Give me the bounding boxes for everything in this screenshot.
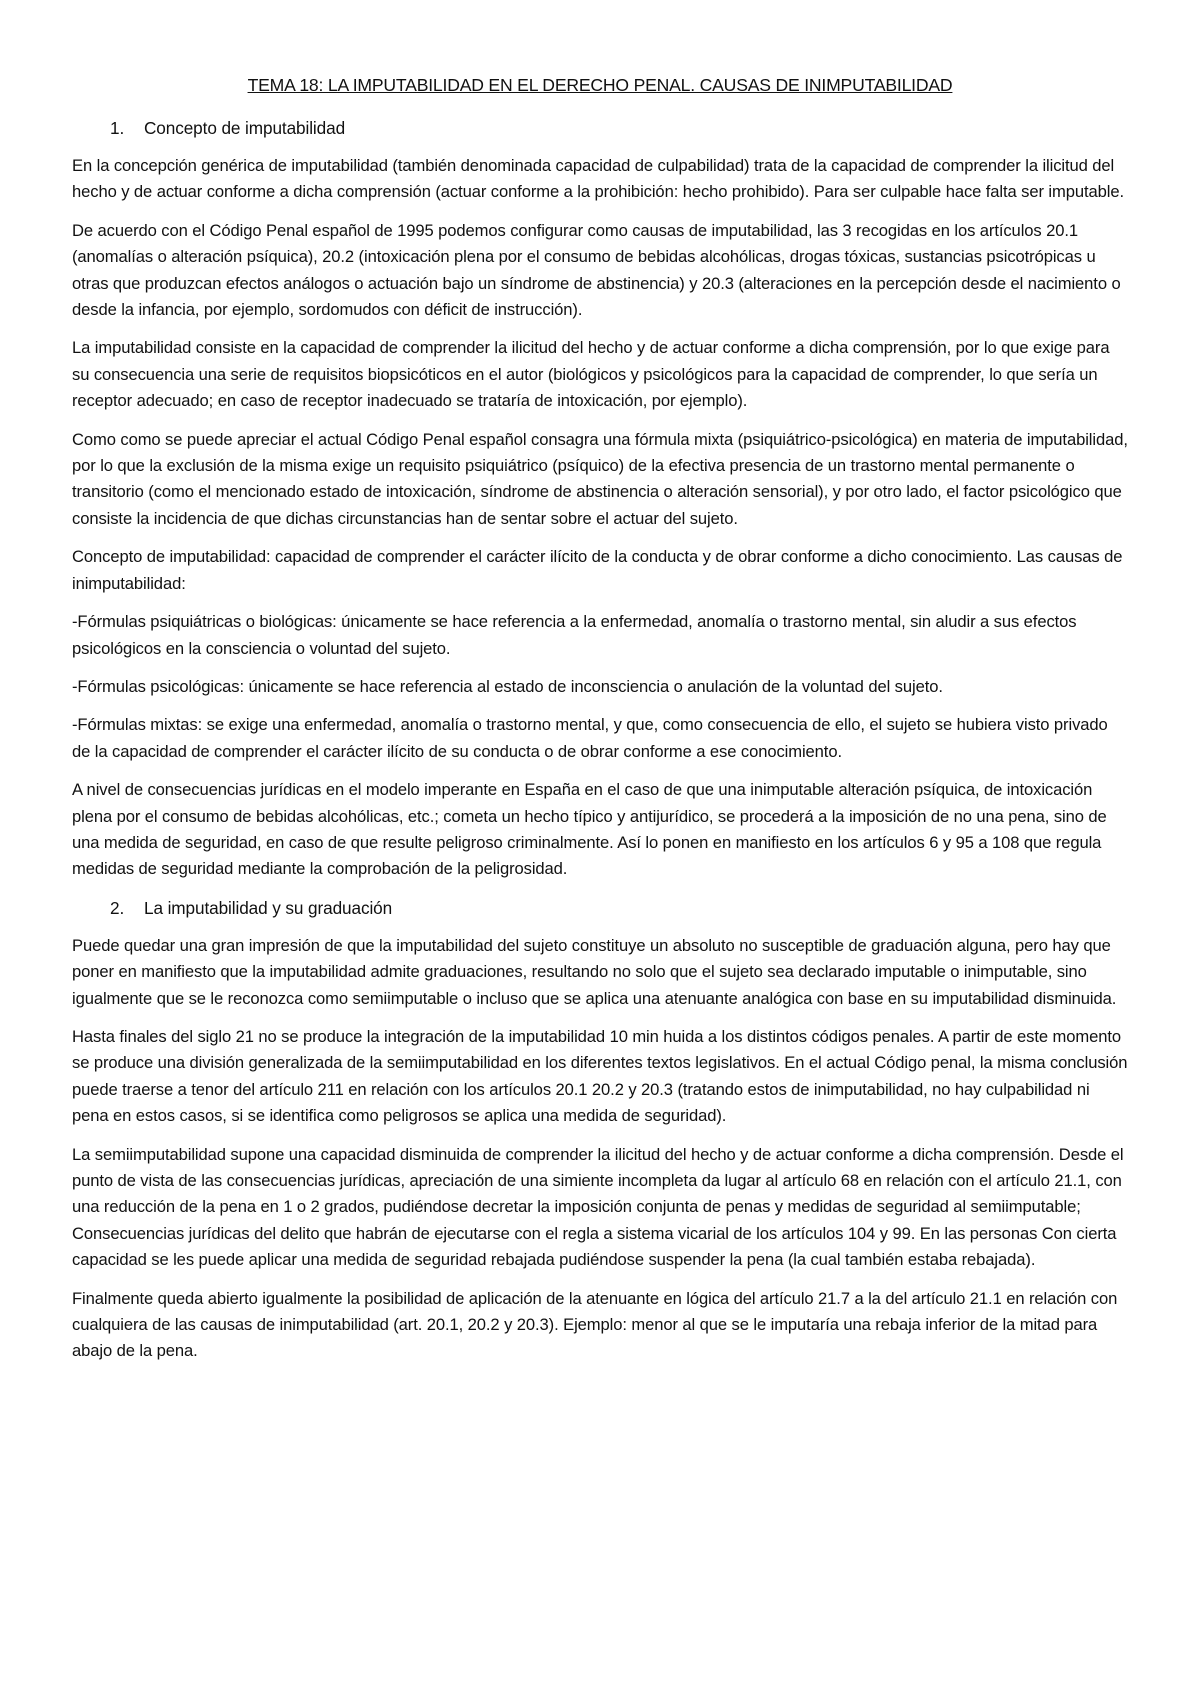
paragraph: Concepto de imputabilidad: capacidad de comprender el carácter ilícito de la conducta y de obrar conforme a dicho conocimiento. Las causas de inimputabilidad:	[72, 547, 1123, 593]
paragraph: La imputabilidad consiste en la capacidad de comprender la ilicitud del hecho y de actuar conforme a dicha comprensión, por lo que exige para su consecuencia una serie de requisitos biopsicóticos en el autor (biológicos y psicológicos para la capacidad de comprender, lo que sería un receptor adecuado; en caso de receptor inadecuado se trataría de intoxicación, por ejemplo).	[72, 338, 1110, 411]
list-item: -Fórmulas psicológicas: únicamente se hace referencia al estado de inconsciencia o anulación de la voluntad del sujeto.	[72, 676, 943, 696]
paragraph: En la concepción genérica de imputabilidad (también denominada capacidad de culpabilidad) trata de la capacidad de comprender la ilicitud del hecho y de actuar conforme a dicha comprensión (actuar conforme a la prohibición: hecho prohibido). Para ser culpable hace falta ser imputable.	[72, 156, 1124, 202]
list-item: -Fórmulas mixtas: se exige una enfermedad, anomalía o trastorno mental, y que, como consecuencia de ello, el sujeto se hubiera visto privado de la capacidad de comprender el carácter ilícito de su conducta o de obrar conforme a ese conocimiento.	[72, 715, 1108, 761]
paragraph: Puede quedar una gran impresión de que la imputabilidad del sujeto constituye un absoluto no susceptible de graduación alguna, pero hay que poner en manifiesto que la imputabilidad admite graduaciones, resultando no solo que el sujeto sea declarado imputable o inimputable, sino igualmente que se le reconozca como semiimputable o incluso que se aplica una atenuante analógica con base en su imputabilidad disminuida.	[72, 935, 1117, 1008]
section-number: 1.	[110, 118, 125, 138]
section-heading-text: La imputabilidad y su graduación	[144, 897, 393, 918]
paragraph: Finalmente queda abierto igualmente la posibilidad de aplicación de la atenuante en lógica del artículo 21.7 a la del artículo 21.1 en relación con cualquiera de las causas de inimputabilidad (art. 20.1, 20.2 y 20.3). Ejemplo: menor al que se le imputaría una rebaja inferior de la mitad para abajo de la pena.	[72, 1288, 1118, 1361]
paragraph: Hasta finales del siglo 21 no se produce la integración de la imputabilidad 10 min huida a los distintos códigos penales. A partir de este momento se produce una división generalizada de la semiimputabilidad en los diferentes textos legislativos. En el actual Código penal, la misma conclusión puede traerse a tenor del artículo 211 en relación con los artículos 20.1 20.2 y 20.3 (tratando estos de inimputabilidad, no hay culpabilidad ni pena en estos casos, si se identifica como peligrosos se aplica una medida de seguridad).	[72, 1026, 1128, 1126]
paragraph: Como como se puede apreciar el actual Código Penal español consagra una fórmula mixta (psiquiátrico-psicológica) en materia de imputabilidad, por lo que la exclusión de la misma exige un requisito psiquiátrico (psíquico) de la efectiva presencia de un trastorno mental permanente o transitorio (como el mencionado estado de intoxicación, síndrome de abstinencia o alteración sensorial), y por otro lado, el factor psicológico que consiste la incidencia de que dichas circunstancias han de sentar sobre el actuar del sujeto.	[72, 429, 1128, 528]
section-heading	[72, 895, 1128, 921]
paragraph: La semiimputabilidad supone una capacidad disminuida de comprender la ilicitud del hecho y de actuar conforme a dicha comprensión. Desde el punto de vista de las consecuencias jurídicas, apreciación de una simiente incompleta da lugar al artículo 68 en relación con el artículo 21.1, con una reducción de la pena en 1 o 2 grados, pudiéndose decretar la imposición conjunta de penas y medidas de seguridad al semiimputable; Consecuencias jurídicas del delito que habrán de ejecutarse con el regla a sistema vicarial de los artículos 104 y 99. En las personas Con cierta capacidad se les puede aplicar una medida de seguridad rebajada pudiéndose suspender la pena (la cual también estaba rebajada).	[72, 1144, 1124, 1270]
paragraph: De acuerdo con el Código Penal español de 1995 podemos configurar como causas de imputabilidad, las 3 recogidas en los artículos 20.1 (anomalías o alteración psíquica), 20.2 (intoxicación plena por el consumo de bebidas alcohólicas, drogas tóxicas, sustancias psicotrópicas u otras que produzcan efectos análogos o actuación bajo un síndrome de abstinencia) y 20.3 (alteraciones en la percepción desde el nacimiento o desde la infancia, por ejemplo, sordomudos con déficit de instrucción).	[72, 220, 1121, 320]
page-title: TEMA 18: LA IMPUTABILIDAD EN EL DERECHO PENAL. CAUSAS DE INIMPUTABILIDAD	[247, 75, 953, 95]
paragraph: A nivel de consecuencias jurídicas en el modelo imperante en España en el caso de que una inimputable alteración psíquica, de intoxicación plena por el consumo de bebidas alcohólicas, etc.; cometa un hecho típico y antijurídico, se procederá a la imposición de no una pena, sino de una medida de seguridad, en caso de que resulte peligroso criminalmente. Así lo ponen en manifiesto en los artículos 6 y 95 a 108 que regula medidas de seguridad mediante la comprobación de la peligrosidad.	[72, 780, 1107, 879]
list-item: -Fórmulas psiquiátricas o biológicas: únicamente se hace referencia a la enfermedad, anomalía o trastorno mental, sin aludir a sus efectos psicológicos en la consciencia o voluntad del sujeto.	[72, 612, 1077, 658]
section-heading	[72, 115, 1128, 141]
section-number: 2.	[110, 897, 125, 918]
section-heading-text: Concepto de imputabilidad	[144, 118, 346, 138]
